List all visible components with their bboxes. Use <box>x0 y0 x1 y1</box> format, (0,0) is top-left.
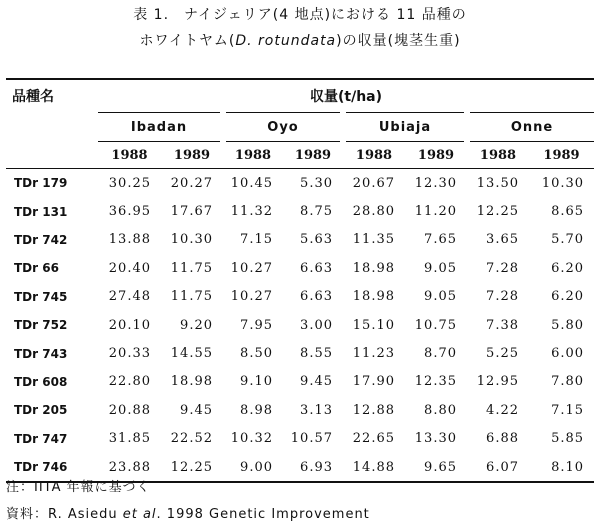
yield-cell: 17.67 <box>170 204 213 220</box>
cultivar-cell: TDr 742 <box>14 232 68 247</box>
yield-cell: 20.33 <box>108 346 151 362</box>
yield-cell: 22.52 <box>170 431 213 447</box>
yield-cell: 10.32 <box>230 431 273 447</box>
yield-cell: 22.65 <box>352 431 395 447</box>
location-header: Ubiaja <box>343 113 467 142</box>
yield-cell: 5.85 <box>551 431 585 447</box>
yield-cell: 6.00 <box>551 346 585 362</box>
yield-cell: 6.63 <box>300 260 333 276</box>
yield-cell: 12.25 <box>476 204 519 220</box>
yield-cell: 10.30 <box>529 169 594 198</box>
yield-table <box>6 78 594 483</box>
yield-cell: 6.63 <box>300 289 333 305</box>
yield-cell: 6.20 <box>551 260 585 276</box>
yield-cell: 5.70 <box>551 232 585 248</box>
yield-cell: 8.75 <box>300 204 333 220</box>
yield-cell: 7.95 <box>240 317 273 333</box>
year-header: 1989 <box>283 142 343 169</box>
year-header: 1988 <box>98 142 161 169</box>
yield-cell: 12.95 <box>476 374 519 390</box>
yield-cell: 14.55 <box>170 346 213 362</box>
table-row <box>6 425 594 453</box>
table-row <box>6 396 594 424</box>
yield-cell: 27.48 <box>108 289 151 305</box>
yield-cell: 20.10 <box>108 317 151 333</box>
yield-cell: 4.22 <box>486 402 519 418</box>
yield-cell: 5.30 <box>283 169 343 198</box>
yield-cell: 12.30 <box>405 169 467 198</box>
table-row <box>6 226 594 254</box>
yield-cell: 7.28 <box>486 289 519 305</box>
yield-cell: 3.65 <box>486 232 519 248</box>
yield-cell: 9.10 <box>240 374 273 390</box>
yield-cell: 15.10 <box>352 317 395 333</box>
yield-cell: 9.20 <box>180 317 213 333</box>
yield-cell: 13.30 <box>414 431 457 447</box>
yield-cell: 23.88 <box>98 453 161 482</box>
yield-cell: 7.80 <box>551 374 585 390</box>
yield-cell: 9.45 <box>180 402 213 418</box>
location-header: Oyo <box>223 113 343 142</box>
year-header: 1988 <box>343 142 405 169</box>
yield-cell: 5.63 <box>300 232 333 248</box>
species-name: D. rotundata <box>235 33 337 49</box>
yield-cell: 30.25 <box>98 169 161 198</box>
yield-cell: 9.65 <box>405 453 467 482</box>
year-header: 1989 <box>405 142 467 169</box>
yield-cell: 3.00 <box>300 317 333 333</box>
yield-cell: 12.35 <box>414 374 457 390</box>
yield-cell: 10.30 <box>170 232 213 248</box>
year-header: 1988 <box>467 142 529 169</box>
year-header: 1988 <box>223 142 283 169</box>
yield-cell: 11.23 <box>352 346 395 362</box>
year-header: 1989 <box>161 142 223 169</box>
table-row <box>6 339 594 367</box>
yield-cell: 3.13 <box>300 402 333 418</box>
yield-cell: 10.27 <box>230 289 273 305</box>
yield-cell: 20.40 <box>108 260 151 276</box>
table-row <box>6 169 594 198</box>
yield-cell: 9.45 <box>300 374 333 390</box>
yield-cell: 17.90 <box>352 374 395 390</box>
yield-cell: 11.32 <box>230 204 273 220</box>
source-etal: et al <box>122 507 157 522</box>
yield-cell: 20.27 <box>161 169 223 198</box>
yield-column-header: 収量(t/ha) <box>310 89 383 105</box>
cultivar-cell: TDr 746 <box>6 453 98 482</box>
table-caption-line-2 <box>0 30 600 50</box>
yield-cell: 7.15 <box>240 232 273 248</box>
yield-cell: 9.05 <box>424 289 457 305</box>
yield-cell: 8.10 <box>529 453 594 482</box>
cultivar-cell: TDr 608 <box>14 374 68 389</box>
caption-prefix: ホワイトヤム( <box>139 33 236 49</box>
yield-cell: 13.88 <box>108 232 151 248</box>
source-prefix: 資料：R. Asiedu <box>6 507 123 522</box>
yield-cell: 6.20 <box>551 289 585 305</box>
yield-cell: 11.75 <box>170 289 213 305</box>
location-header: Onne <box>467 113 594 142</box>
cultivar-cell: TDr 131 <box>14 204 68 219</box>
cultivar-cell: TDr 745 <box>14 289 68 304</box>
table-row <box>6 254 594 282</box>
yield-cell: 8.98 <box>240 402 273 418</box>
yield-cell: 12.25 <box>161 453 223 482</box>
yield-cell: 8.50 <box>240 346 273 362</box>
yield-cell: 5.80 <box>551 317 585 333</box>
location-header: Ibadan <box>98 113 223 142</box>
table-row <box>6 311 594 339</box>
yield-cell: 18.98 <box>170 374 213 390</box>
yield-cell: 18.98 <box>352 289 395 305</box>
cultivar-cell: TDr 747 <box>14 431 68 446</box>
yield-cell: 7.38 <box>486 317 519 333</box>
yield-cell: 31.85 <box>108 431 151 447</box>
yield-cell: 13.50 <box>467 169 529 198</box>
table-row <box>6 368 594 396</box>
yield-cell: 20.67 <box>343 169 405 198</box>
yield-cell: 9.00 <box>223 453 283 482</box>
yield-cell: 10.57 <box>290 431 333 447</box>
caption-suffix: )の収量(塊茎生重) <box>336 33 461 49</box>
cultivar-cell: TDr 743 <box>14 346 68 361</box>
yield-cell: 10.45 <box>223 169 283 198</box>
yield-cell: 7.28 <box>486 260 519 276</box>
table-source <box>6 503 370 522</box>
table-caption-line-1: 表 1. ナイジェリア(4 地点)における 11 品種の <box>133 7 467 23</box>
yield-cell: 36.95 <box>108 204 151 220</box>
yield-cell: 8.80 <box>424 402 457 418</box>
cultivar-cell: TDr 66 <box>14 261 59 276</box>
yield-cell: 7.15 <box>551 402 585 418</box>
yield-cell: 6.88 <box>486 431 519 447</box>
table-note: 注：IITA 年報に基づく <box>6 480 151 495</box>
cultivar-cell: TDr 179 <box>6 169 98 198</box>
yield-cell: 9.05 <box>424 260 457 276</box>
yield-cell: 11.75 <box>170 260 213 276</box>
yield-cell: 14.88 <box>343 453 405 482</box>
yield-cell: 10.27 <box>230 260 273 276</box>
yield-cell: 5.25 <box>486 346 519 362</box>
yield-cell: 20.88 <box>108 402 151 418</box>
table-row <box>6 283 594 311</box>
yield-cell: 12.88 <box>352 402 395 418</box>
table-row <box>6 197 594 225</box>
yield-cell: 8.65 <box>551 204 585 220</box>
yield-cell: 6.07 <box>467 453 529 482</box>
source-suffix: . 1998 Genetic Improvement <box>156 507 370 522</box>
yield-cell: 18.98 <box>352 260 395 276</box>
cultivar-cell: TDr 752 <box>14 318 68 333</box>
cultivar-cell: TDr 205 <box>14 403 68 418</box>
cultivar-column-header: 品種名 <box>12 89 54 105</box>
yield-cell: 28.80 <box>352 204 395 220</box>
year-header: 1989 <box>529 142 594 169</box>
yield-cell: 8.55 <box>300 346 333 362</box>
yield-cell: 8.70 <box>424 346 457 362</box>
yield-cell: 10.75 <box>414 317 457 333</box>
yield-cell: 11.20 <box>414 204 457 220</box>
yield-cell: 7.65 <box>424 232 457 248</box>
yield-cell: 22.80 <box>108 374 151 390</box>
yield-cell: 6.93 <box>283 453 343 482</box>
yield-cell: 11.35 <box>352 232 395 248</box>
